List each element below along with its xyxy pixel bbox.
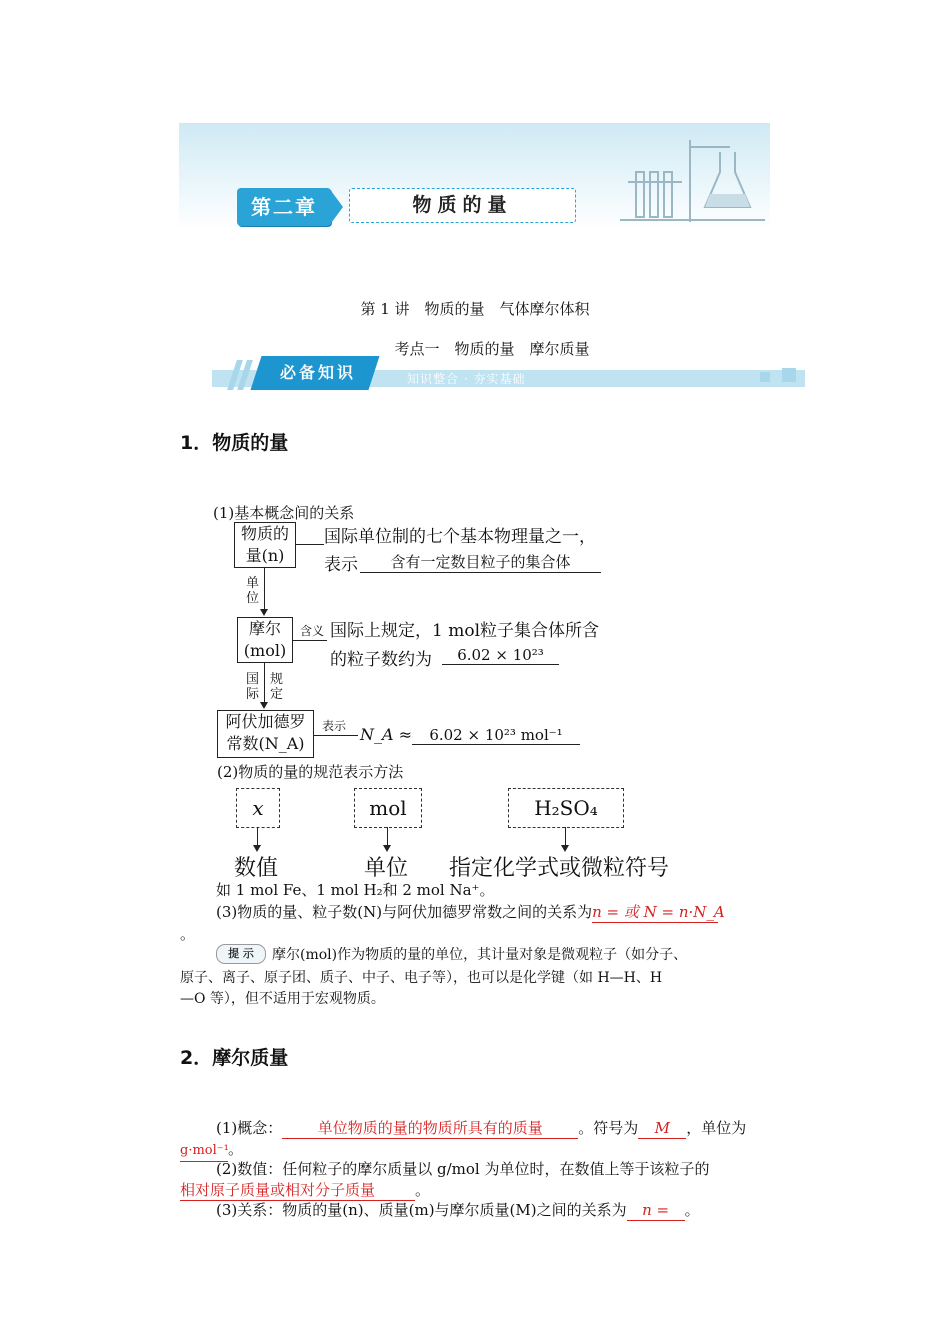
section-bar-sub: 知识整合 · 夯实基础 bbox=[407, 372, 526, 386]
lab-apparatus-icon bbox=[600, 132, 770, 227]
s2-l3-fill: n = bbox=[627, 1200, 685, 1221]
connector bbox=[293, 640, 327, 641]
diagram-line4-fill: 6.02 × 10²³ bbox=[442, 646, 559, 665]
arrow-head-icon bbox=[260, 702, 268, 709]
arrow-line bbox=[264, 568, 265, 614]
repr-box-mol: mol bbox=[354, 788, 422, 828]
box-avogadro bbox=[217, 710, 314, 758]
label-biaoshi: 表示 bbox=[322, 719, 347, 733]
box-line: 量(n) bbox=[245, 546, 285, 565]
arrow-label-left bbox=[246, 672, 259, 702]
arrow-label-unit bbox=[246, 576, 259, 606]
kaodian-title: 考点一 物质的量 摩尔质量 bbox=[394, 340, 590, 358]
example-line: 如 1 mol Fe、1 mol H₂和 2 mol Na⁺。 bbox=[216, 881, 495, 899]
section-2-heading: 2．摩尔质量 bbox=[180, 1047, 289, 1069]
p2-title: (2)物质的量的规范表示方法 bbox=[217, 763, 404, 781]
arrow-label-char: 定 bbox=[270, 687, 284, 702]
s2-l3-prefix: (3)关系：物质的量(n)、质量(m)与摩尔质量(M)之间的关系为 bbox=[216, 1201, 627, 1219]
s2-l2b-fill: 相对原子质量或相对分子质量 bbox=[180, 1180, 415, 1201]
s2-line1 bbox=[216, 1118, 746, 1139]
chapter-badge-arrow bbox=[329, 188, 343, 226]
s2-l1b-fill: g·mol⁻¹ bbox=[180, 1141, 228, 1162]
box-line: 常数(N_A) bbox=[226, 734, 305, 753]
p1-title: (1)基本概念间的关系 bbox=[213, 504, 355, 522]
diagram-line2-fill: 含有一定数目粒子的集合体 bbox=[360, 551, 601, 573]
s2-l1-mid: 。符号为 bbox=[578, 1119, 639, 1137]
lesson-title: 第 1 讲 物质的量 气体摩尔体积 bbox=[360, 300, 590, 318]
p3-prefix: (3)物质的量、粒子数(N)与阿伏加德罗常数之间的关系为 bbox=[216, 903, 593, 921]
na-prefix: N_A ≈ bbox=[360, 725, 413, 744]
diagram-line4-prefix: 的粒子数约为 bbox=[330, 650, 432, 670]
bar-decor bbox=[782, 368, 796, 382]
diagram-line3: 国际上规定，1 mol粒子集合体所含 bbox=[330, 621, 600, 641]
arrow-label-char: 位 bbox=[246, 591, 260, 606]
s2-line2b bbox=[180, 1180, 430, 1201]
s2-l1-fill2: M bbox=[638, 1118, 686, 1139]
section-bar-label: 必备知识 bbox=[279, 363, 356, 382]
arrow-label-right bbox=[270, 672, 283, 702]
s2-line3 bbox=[216, 1200, 700, 1221]
arrow-label-char: 规 bbox=[270, 672, 284, 687]
p3-line bbox=[216, 902, 725, 923]
repr-box-h2so4: H₂SO₄ bbox=[508, 788, 624, 828]
box-mole bbox=[237, 617, 293, 663]
hint-line3: —O 等），但不适用于宏观物质。 bbox=[180, 991, 385, 1007]
bar-decor bbox=[760, 372, 770, 382]
repr-box-x: x bbox=[236, 788, 280, 828]
arrow-label-char: 国 bbox=[246, 672, 260, 687]
s2-l1-prefix: (1)概念： bbox=[216, 1119, 283, 1137]
hint-badge-label: 提 示 bbox=[216, 944, 266, 964]
arrow-head-icon bbox=[260, 609, 268, 616]
hint-badge bbox=[216, 942, 266, 964]
hint-line2: 原子、离子、原子团、质子、中子、电子等），也可以是化学键（如 H—H、H bbox=[180, 970, 663, 986]
repr-label-x: 数值 bbox=[234, 856, 279, 881]
s2-l1b-end: 。 bbox=[228, 1140, 244, 1158]
p3-end: 。 bbox=[180, 925, 196, 943]
connector bbox=[296, 544, 324, 545]
arrow-line bbox=[387, 827, 388, 847]
p3-fill: n = 或 N = n·N_A bbox=[592, 903, 725, 921]
s2-l2b-end: 。 bbox=[415, 1181, 431, 1199]
box-line: 物质的 bbox=[240, 524, 289, 543]
chapter-title: 物质的量 bbox=[349, 188, 576, 223]
diagram-line1: 国际单位制的七个基本物理量之一， bbox=[324, 527, 596, 547]
connector bbox=[314, 735, 358, 736]
arrow-line bbox=[257, 827, 258, 847]
na-fill: 6.02 × 10²³ mol⁻¹ bbox=[412, 726, 580, 745]
s2-line2: (2)数值：任何粒子的摩尔质量以 g/mol 为单位时，在数值上等于该粒子的 bbox=[216, 1160, 710, 1178]
s2-l3-end: 。 bbox=[684, 1201, 700, 1219]
section-1-heading: 1．物质的量 bbox=[180, 432, 289, 454]
repr-label-h2so4: 指定化学式或微粒符号 bbox=[449, 856, 670, 881]
repr-label-mol: 单位 bbox=[364, 856, 409, 881]
s2-l1-fill: 单位物质的量的物质所具有的质量 bbox=[282, 1118, 578, 1139]
box-line: (mol) bbox=[243, 641, 287, 660]
label-hanyi: 含义 bbox=[300, 624, 325, 638]
arrow-line bbox=[565, 827, 566, 847]
box-amount-of-substance bbox=[234, 522, 296, 568]
box-line: 摩尔 bbox=[248, 619, 281, 638]
arrow-line bbox=[264, 663, 265, 707]
diagram-line2-prefix: 表示 bbox=[324, 555, 358, 575]
chapter-badge: 第二章 bbox=[237, 188, 331, 226]
s2-l1-end: ，单位为 bbox=[686, 1119, 747, 1137]
hint-line1: 摩尔(mol)作为物质的量的单位，其计量对象是微观粒子（如分子、 bbox=[272, 947, 688, 963]
arrow-label-char: 单 bbox=[246, 576, 260, 591]
box-line: 阿伏加德罗 bbox=[225, 712, 306, 731]
arrow-label-char: 际 bbox=[246, 687, 260, 702]
